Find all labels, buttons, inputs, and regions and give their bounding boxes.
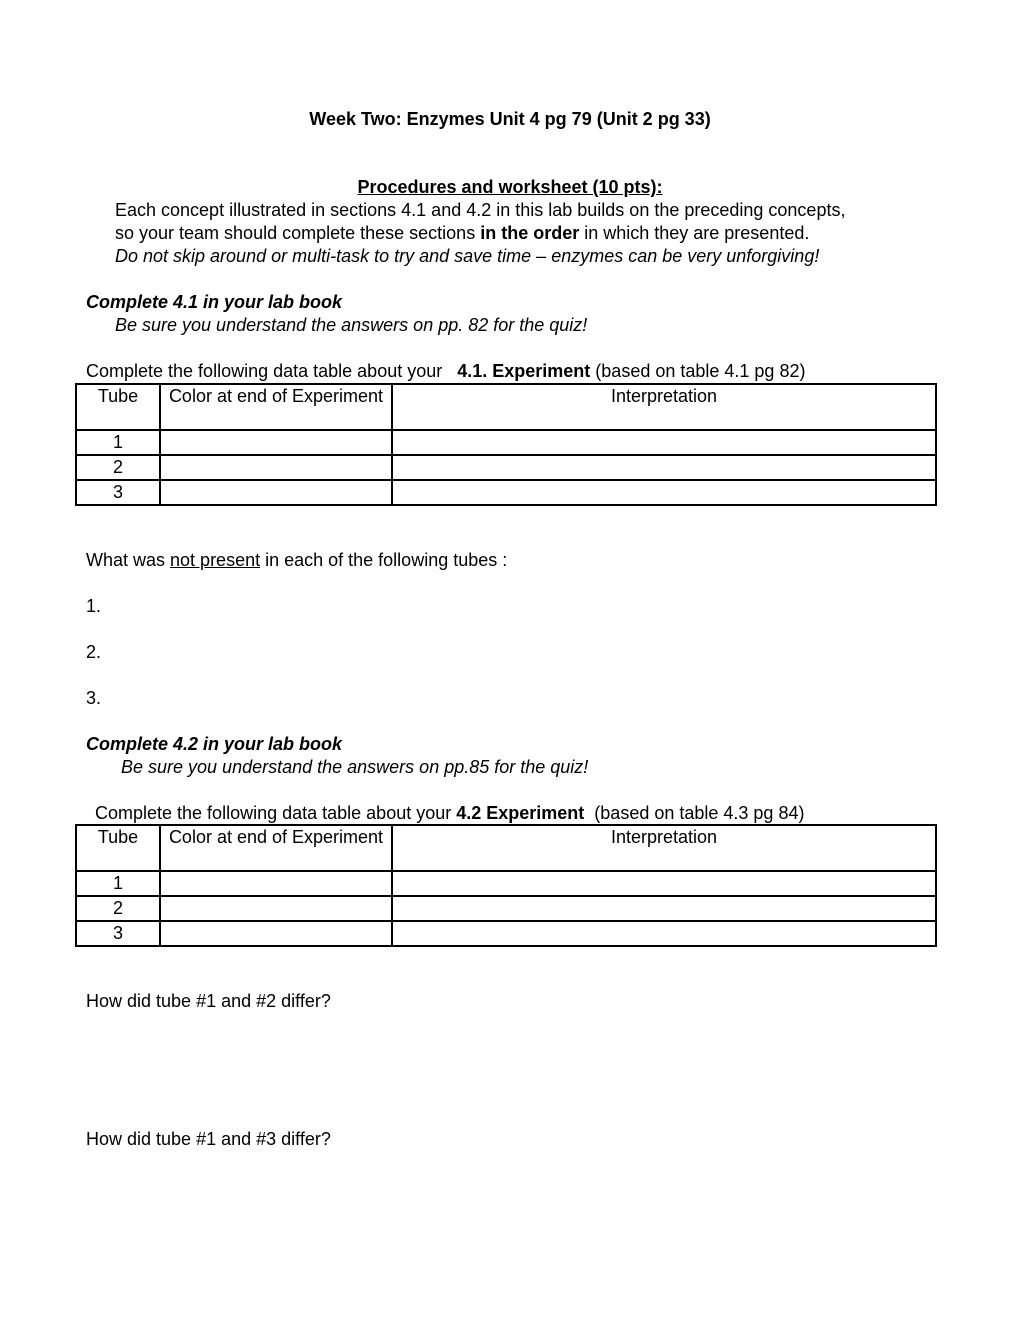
procedures-heading: Procedures and worksheet (10 pts): [357,177,663,197]
section-42-note: Be sure you understand the answers on pp.85 for the quiz! [121,757,589,777]
table-41-intro-experiment: 4.1. Experiment [457,361,591,381]
page-title: Week Two: Enzymes Unit 4 pg 79 (Unit 2 pg 33) [309,109,711,129]
header-interpretation: Interpretation [392,825,936,871]
tube-number: 2 [76,896,160,921]
data-table-42 [75,824,937,947]
question-tube-1-2: How did tube #1 and #2 differ? [86,991,331,1011]
table-41-intro-c: (based on table 4.1 pg 82) [590,361,806,381]
question-text-a: What was [86,550,171,570]
tube-number: 3 [76,480,160,505]
color-cell[interactable] [160,430,392,455]
question-emphasis: not present [170,550,261,570]
question-text-c: in each of the following tubes : [260,550,508,570]
color-cell[interactable] [160,921,392,946]
color-cell[interactable] [160,871,392,896]
table-header-row [76,384,936,430]
table-42-intro-experiment: 4.2 Experiment [456,803,585,823]
table-row [76,455,936,480]
section-42-heading: Complete 4.2 in your lab book [86,734,343,754]
answer-3: 3. [86,688,102,708]
interpretation-cell[interactable] [392,430,936,455]
data-table-41 [75,383,937,506]
table-42-intro-a: Complete the following data table about your [95,803,457,823]
color-cell[interactable] [160,896,392,921]
tube-number: 3 [76,921,160,946]
header-interpretation: Interpretation [392,384,936,430]
table-row [76,921,936,946]
table-41-intro-a: Complete the following data table about your [86,361,458,381]
procedures-line-2 [115,222,809,245]
header-tube: Tube [76,825,160,871]
table-42-intro [95,802,804,825]
section-41-note: Be sure you understand the answers on pp. 82 for the quiz! [115,315,588,335]
table-row [76,871,936,896]
header-tube: Tube [76,384,160,430]
interpretation-cell[interactable] [392,921,936,946]
tube-number: 1 [76,871,160,896]
interpretation-cell[interactable] [392,896,936,921]
header-color: Color at end of Experiment [160,825,392,871]
procedures-line-2-emphasis: in the order [480,223,580,243]
table-42-intro-c: (based on table 4.3 pg 84) [584,803,805,823]
tube-number: 2 [76,455,160,480]
table-row [76,896,936,921]
question-tube-1-3: How did tube #1 and #3 differ? [86,1129,331,1149]
interpretation-cell[interactable] [392,480,936,505]
procedures-line-2-text-c: in which they are presented. [579,223,810,243]
interpretation-cell[interactable] [392,871,936,896]
color-cell[interactable] [160,455,392,480]
answer-2: 2. [86,642,102,662]
procedures-warning: Do not skip around or multi-task to try and save time – enzymes can be very unforgiving! [115,246,820,266]
table-row [76,480,936,505]
tube-number: 1 [76,430,160,455]
color-cell[interactable] [160,480,392,505]
answer-1: 1. [86,596,102,616]
not-present-question [86,549,507,572]
header-color: Color at end of Experiment [160,384,392,430]
section-41-heading: Complete 4.1 in your lab book [86,292,343,312]
table-41-intro [86,360,805,383]
interpretation-cell[interactable] [392,455,936,480]
procedures-line-2-text-a: so your team should complete these sections [115,223,481,243]
table-header-row [76,825,936,871]
procedures-line-1: Each concept illustrated in sections 4.1 and 4.2 in this lab builds on the preceding concepts, [115,200,846,220]
table-row [76,430,936,455]
